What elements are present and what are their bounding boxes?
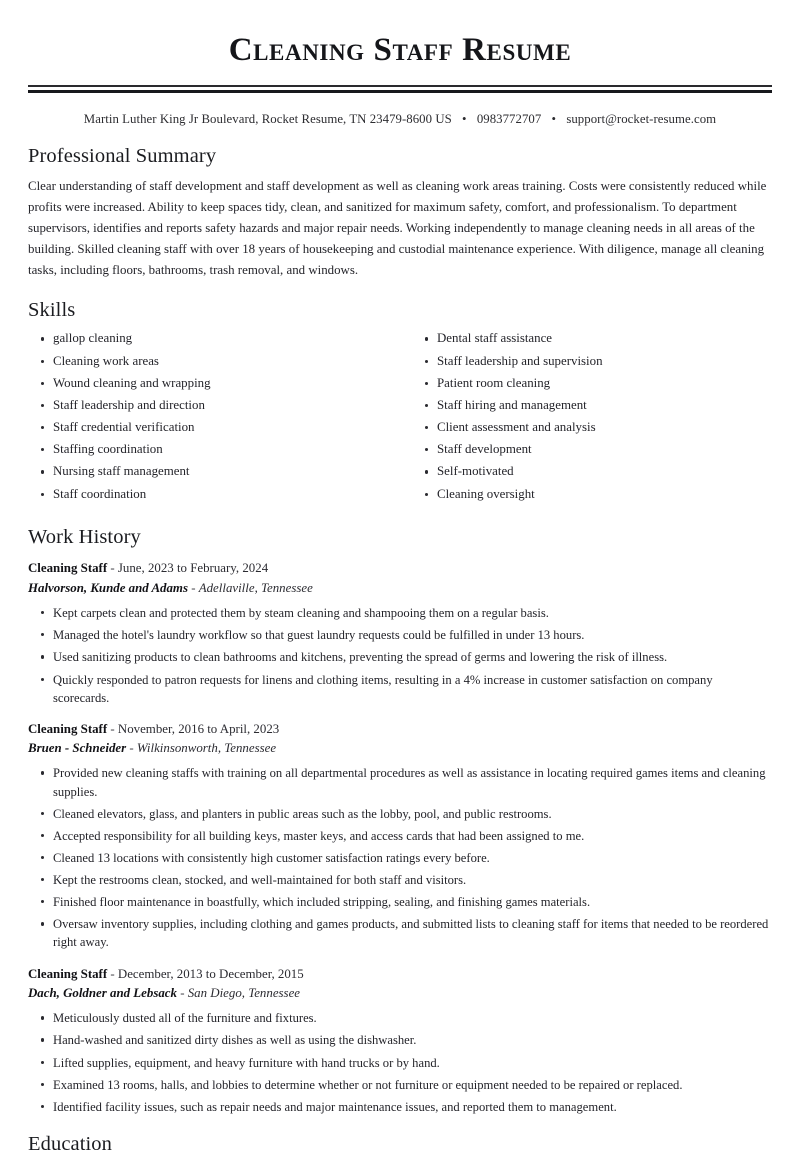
contact-address: Martin Luther King Jr Boulevard, Rocket Resume, TN 23479-8600 US [83,111,452,126]
job-company-dash: - [176,985,188,1000]
skills-column-right [400,330,772,507]
job-responsibility-list [28,604,772,707]
job-responsibility-list [28,1009,772,1116]
skill-item: Staff development [412,441,772,459]
resume-content [28,0,772,1158]
job-dates: November, 2016 to April, 2023 [117,721,280,736]
job-responsibility-item: Quickly responded to patron requests for linens and clothing items, resulting in a 4% increase in customer satisfaction on company scorecards. [28,671,772,707]
job-title: Cleaning Staff [28,966,108,981]
section-heading-professional-summary: Professional Summary [28,144,217,167]
job-title-dash: - [107,721,118,736]
job-responsibility-item: Provided new cleaning staffs with training on all departmental procedures as well as assistance in locating required games items and cleaning supplies. [28,764,772,800]
job-title: Cleaning Staff [28,561,108,576]
job-company-line [28,579,772,598]
contact-info [28,112,772,127]
section-heading-work-history: Work History [28,525,141,548]
skills-list-left [28,330,400,503]
job-company-line [28,984,772,1003]
skill-item: Staff leadership and direction [28,397,400,415]
skill-item: Client assessment and analysis [412,419,772,437]
job-responsibility-item: Examined 13 rooms, halls, and lobbies to determine whether or not furniture or equipment needed to be repaired or replaced. [28,1076,772,1094]
professional-summary-text: Clear understanding of staff development and staff development as well as cleaning work areas training. Costs were consistently reduced while profits were increased. Ability to keep spaces tidy, clean, and sanitized for maximum safety, comfort, and professionalism. To department supervisors, identifies and reports safety hazards and major repair needs. Working independently to manage cleaning needs in all areas of the building. Skilled cleaning staff with over 18 years of housekeeping and custodial maintenance experience. With diligence, manage all cleaning tasks, including floors, bathrooms, trash removal, and windows. [28,179,767,277]
job-location: San Diego, Tennessee [187,985,301,1000]
job-responsibility-item: Kept carpets clean and protected them by steam cleaning and shampooing them on a regular basis. [28,604,772,622]
skill-item: Staff coordination [28,486,400,504]
job-title: Cleaning Staff [28,721,108,736]
work-history-entry [28,559,772,706]
contact-separator-2: • [551,111,557,126]
job-title-dash: - [107,966,118,981]
job-title-line [28,559,772,578]
job-dates: June, 2023 to February, 2024 [117,561,269,576]
skill-item: Nursing staff management [28,463,400,481]
job-responsibility-item: Accepted responsibility for all building keys, master keys, and access cards that had been assigned to me. [28,827,772,845]
section-heading-education: Education [28,1132,113,1155]
skill-item: Cleaning work areas [28,353,400,371]
job-title-line [28,720,772,739]
job-company-dash: - [187,580,199,595]
contact-phone[interactable]: 0983772707 [476,111,542,126]
job-company: Halvorson, Kunde and Adams [28,580,188,595]
job-location: Adellaville, Tennessee [198,580,313,595]
section-professional-summary [28,144,772,281]
divider-line-bottom [28,90,772,93]
job-company: Dach, Goldner and Lebsack [28,985,177,1000]
job-responsibility-item: Hand-washed and sanitized dirty dishes as well as using the dishwasher. [28,1031,772,1049]
job-title-dash: - [107,561,118,576]
job-responsibility-item: Finished floor maintenance in boastfully, which included stripping, sealing, and finishing games materials. [28,893,772,911]
job-responsibility-item: Oversaw inventory supplies, including clothing and games products, and submitted lists to cleaning staff for items that needed to be reordered right away. [28,915,772,951]
skills-column-left [28,330,400,507]
skill-item: Patient room cleaning [412,375,772,393]
page-title: Cleaning Staff Resume [228,32,572,68]
job-responsibility-item: Used sanitizing products to clean bathrooms and kitchens, preventing the spread of germs and lowering the risk of illness. [28,648,772,666]
job-dates: December, 2013 to December, 2015 [117,966,304,981]
job-responsibility-item: Cleaned elevators, glass, and planters in public areas such as the lobby, pool, and public restrooms. [28,805,772,823]
job-company-line [28,739,772,758]
skill-item: Staffing coordination [28,441,400,459]
job-title-line [28,965,772,984]
job-company: Bruen - Schneider [28,741,127,756]
contact-separator-1: • [462,111,467,126]
skill-item: Dental staff assistance [412,330,772,348]
job-responsibility-list [28,764,772,951]
job-company-dash: - [126,741,137,756]
skills-list-right [412,330,772,503]
section-heading-skills: Skills [28,298,76,321]
skill-item: Cleaning oversight [412,486,772,504]
section-skills [28,298,772,508]
skill-item: Staff hiring and management [412,397,772,415]
header-divider [28,85,772,93]
work-history-entry [28,965,772,1116]
job-responsibility-item: Meticulously dusted all of the furniture and fixtures. [28,1009,772,1027]
skill-item: Staff leadership and supervision [412,353,772,371]
section-work-history [28,525,772,1116]
job-responsibility-item: Identified facility issues, such as repair needs and major maintenance issues, and reported them to management. [28,1098,772,1116]
contact-email[interactable]: support@rocket-resume.com [566,111,717,126]
work-history-entry [28,720,772,952]
job-responsibility-item: Kept the restrooms clean, stocked, and well-maintained for both staff and visitors. [28,871,772,889]
skill-item: Wound cleaning and wrapping [28,375,400,393]
work-history-list [28,559,772,1116]
skill-item: gallop cleaning [28,330,400,348]
job-responsibility-item: Lifted supplies, equipment, and heavy furniture with hand trucks or by hand. [28,1054,772,1072]
job-responsibility-item: Cleaned 13 locations with consistently high customer satisfaction ratings every before. [28,849,772,867]
job-responsibility-item: Managed the hotel's laundry workflow so that guest laundry requests could be fulfilled in under 13 hours. [28,626,772,644]
skill-item: Self-motivated [412,463,772,481]
job-location: Wilkinsonworth, Tennessee [136,741,277,756]
skills-columns [28,330,772,507]
section-education [28,1132,772,1158]
skill-item: Staff credential verification [28,419,400,437]
